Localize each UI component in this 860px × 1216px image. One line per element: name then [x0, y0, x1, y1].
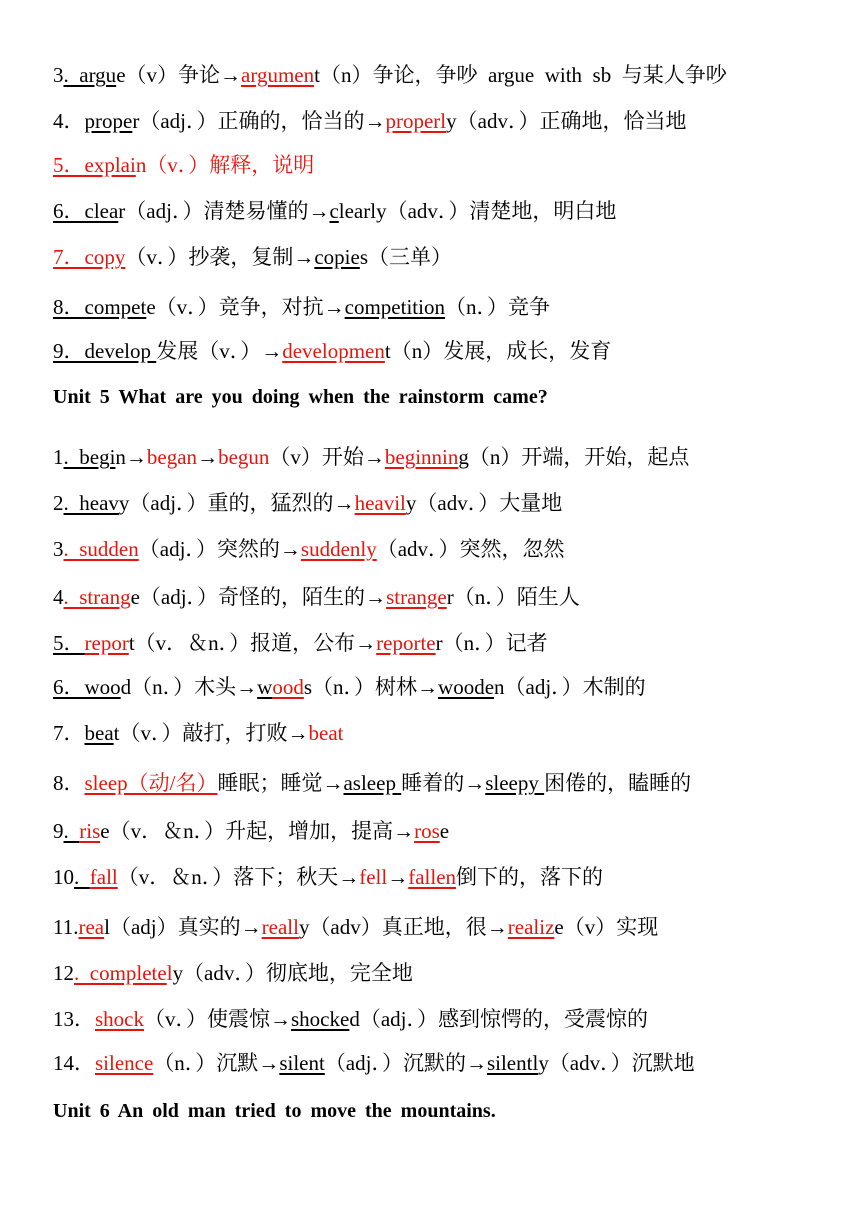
vocab-text-segment: learly（adv．）清楚地，明白地	[338, 199, 617, 223]
vocab-text-segment: sleepy	[485, 771, 545, 795]
vocab-line	[53, 536, 840, 562]
vocab-text-segment: 发展（v．）→	[156, 339, 283, 363]
vocab-text-segment: begun	[218, 445, 270, 469]
vocab-text-segment: woode	[438, 675, 495, 699]
vocab-text-segment: g（n）开端，开始，起点	[458, 445, 690, 469]
vocab-line	[53, 770, 840, 796]
vocab-text-segment: strange	[386, 585, 447, 609]
vocab-text-segment: . strang	[63, 585, 131, 609]
vocab-text-segment: y（adv．）沉默地	[538, 1051, 695, 1075]
vocab-text-segment: beat	[308, 721, 344, 745]
vocab-text-segment: silentl	[486, 1051, 539, 1075]
vocab-text-segment: n（v．）解释，说明	[135, 153, 315, 177]
vocab-text-segment: r（adj．）清楚易懂的→	[118, 199, 330, 223]
vocab-text-segment: （adj．）沉默的→	[324, 1051, 487, 1075]
vocab-text-segment: 2	[53, 491, 64, 515]
vocab-text-segment: （adj．）突然的→	[138, 537, 301, 561]
vocab-text-segment: l	[166, 961, 173, 985]
vocab-text-segment: y（adv．）彻底地，完全地	[172, 961, 413, 985]
vocab-text-segment: reall	[261, 915, 299, 939]
vocab-text-segment: argumen	[241, 63, 315, 87]
vocab-text-segment: y（adv）真正地，很→	[298, 915, 508, 939]
vocab-text-segment: fallen	[408, 865, 457, 889]
vocab-text-segment: fell	[359, 865, 388, 889]
vocab-text-segment: 困倦的，瞌睡的	[544, 771, 692, 795]
vocab-text-segment: properl	[385, 109, 447, 133]
vocab-text-segment: w	[257, 675, 273, 699]
vocab-text-segment: e（v）实现	[554, 915, 659, 939]
vocab-text-segment: 倒下的，落下的	[456, 865, 604, 889]
vocab-text-segment: 5．	[53, 631, 85, 655]
vocab-line	[53, 1006, 840, 1032]
vocab-text-segment: heavil	[354, 491, 406, 515]
vocab-text-segment: fall	[89, 865, 118, 889]
vocab-text-segment: prope	[84, 109, 133, 133]
vocab-text-segment: . complete	[74, 961, 167, 985]
vocab-text-segment: s（三单）	[359, 245, 452, 269]
vocab-text-segment: reporte	[376, 631, 436, 655]
vocab-text-segment: y（adv．）正确地，恰当地	[446, 109, 687, 133]
vocab-text-segment: .	[63, 819, 80, 843]
vocab-text-segment: n（adj．）木制的	[494, 675, 646, 699]
vocab-text-segment: r（adj．）正确的，恰当的→	[132, 109, 386, 133]
vocab-line	[53, 584, 840, 610]
vocab-text-segment: repor	[84, 631, 129, 655]
vocab-text-segment: t（v．）敲打，打败→	[113, 721, 309, 745]
vocab-text-segment: 8．compet	[53, 295, 147, 319]
vocab-text-segment: →	[197, 445, 219, 469]
vocab-text-segment: 10	[53, 865, 74, 889]
vocab-text-segment: developmen	[282, 339, 385, 363]
vocab-text-segment: →	[387, 865, 409, 889]
vocab-text-segment: （n．）沉默→	[153, 1051, 280, 1075]
vocab-line	[53, 630, 840, 656]
vocab-text-segment: （v．＆n．）落下；秋天→	[117, 865, 360, 889]
vocab-text-segment: .	[74, 865, 90, 889]
vocab-text-segment: e（adj．）奇怪的，陌生的→	[130, 585, 387, 609]
vocab-text-segment: 12	[53, 961, 74, 985]
vocab-line	[53, 490, 840, 516]
vocab-text-segment: （v）开始→	[269, 445, 385, 469]
vocab-text-segment: t（v．＆n．）报道，公布→	[128, 631, 377, 655]
vocab-text-segment: d（n．）木头→	[120, 675, 258, 699]
vocab-line	[53, 244, 840, 270]
vocab-line	[53, 818, 840, 844]
vocab-line	[53, 338, 840, 364]
vocab-text-segment: t（n）发展，成长，发育	[384, 339, 612, 363]
unit5-heading: Unit 5 What are you doing when the rainstorm came?	[53, 386, 548, 408]
vocab-text-segment: shocke	[291, 1007, 350, 1031]
vocab-text-segment: e	[439, 819, 450, 843]
vocab-text-segment: s（n．）树林→	[303, 675, 439, 699]
vocab-line	[53, 960, 840, 986]
vocab-text-segment: 1	[53, 445, 64, 469]
vocab-text-segment: 8．	[53, 771, 85, 795]
vocab-text-segment: shock	[95, 1007, 144, 1031]
vocab-text-segment: asleep	[343, 771, 402, 795]
vocab-text-segment: 7．	[53, 721, 85, 745]
vocab-text-segment: 14．	[53, 1051, 95, 1075]
vocab-text-segment: rea	[78, 915, 105, 939]
vocab-text-segment: silence	[95, 1051, 154, 1075]
vocab-text-segment: . sudden	[63, 537, 139, 561]
vocab-text-segment: . begi	[63, 445, 116, 469]
vocab-text-segment: 13．	[53, 1007, 95, 1031]
vocab-line	[53, 62, 840, 88]
vocab-text-segment: bea	[84, 721, 114, 745]
vocab-text-segment: . heav	[63, 491, 119, 515]
vocab-text-segment: t（n）争论，争吵 argue with sb 与某人争吵	[314, 63, 727, 87]
vocab-text-segment: （v．）使震惊→	[144, 1007, 291, 1031]
vocab-text-segment: 11.	[53, 915, 79, 939]
vocab-text-segment: e（v．＆n．）升起，增加，提高→	[100, 819, 415, 843]
vocab-text-segment: copie	[314, 245, 360, 269]
vocab-text-segment: 4	[53, 585, 64, 609]
vocab-text-segment: 7．copy	[53, 245, 126, 269]
vocab-text-segment: 4．	[53, 109, 85, 133]
vocab-text-segment: 6．woo	[53, 675, 121, 699]
vocab-text-segment: y（adv．）大量地	[405, 491, 563, 515]
vocab-text-segment: e（v．）竞争，对抗→	[146, 295, 345, 319]
vocab-text-segment: began	[146, 445, 198, 469]
vocab-line	[53, 674, 840, 700]
vocab-text-segment: y（adj．）重的，猛烈的→	[118, 491, 355, 515]
vocab-text-segment: e（v）争论→	[116, 63, 242, 87]
vocab-line	[53, 1050, 840, 1076]
vocab-text-segment: 9．develop	[53, 339, 157, 363]
vocab-text-segment: 6．clea	[53, 199, 119, 223]
vocab-text-segment: 5．explai	[53, 153, 136, 177]
vocab-line	[53, 108, 840, 134]
vocab-line	[53, 914, 840, 940]
vocab-text-segment: 睡着的→	[401, 771, 486, 795]
vocab-text-segment: r（n．）记者	[435, 631, 548, 655]
vocab-text-segment: beginnin	[384, 445, 459, 469]
vocab-line	[53, 444, 840, 470]
vocab-line	[53, 864, 840, 890]
vocab-line	[53, 720, 840, 746]
vocab-text-segment: sleep（动/名）	[84, 771, 218, 795]
vocab-text-segment: ood	[272, 675, 304, 699]
vocab-text-segment: （n．）竞争	[444, 295, 550, 319]
vocab-text-segment: ris	[79, 819, 101, 843]
vocab-text-segment: 睡眠；睡觉→	[217, 771, 344, 795]
vocab-text-segment: d（adj．）感到惊愕的，受震惊的	[349, 1007, 648, 1031]
vocab-text-segment: l（adj）真实的→	[104, 915, 262, 939]
vocab-text-segment: . argu	[63, 63, 117, 87]
vocab-text-segment: 9	[53, 819, 64, 843]
vocab-line	[53, 152, 840, 178]
vocab-text-segment: c	[329, 199, 339, 223]
vocab-text-segment: suddenly	[300, 537, 377, 561]
vocab-line	[53, 198, 840, 224]
vocab-text-segment: silent	[279, 1051, 325, 1075]
vocab-text-segment: 3	[53, 537, 64, 561]
vocab-text-segment: competition	[344, 295, 445, 319]
vocab-line	[53, 294, 840, 320]
unit6-heading: Unit 6 An old man tried to move the mountains.	[53, 1100, 496, 1122]
vocab-text-segment: realiz	[507, 915, 555, 939]
vocab-text-segment: n→	[115, 445, 147, 469]
vocab-text-segment: （adv．）突然，忽然	[376, 537, 565, 561]
vocab-text-segment: 3	[53, 63, 64, 87]
vocab-text-segment: r（n．）陌生人	[446, 585, 580, 609]
vocab-text-segment: （v．）抄袭，复制→	[125, 245, 315, 269]
vocab-text-segment: ros	[414, 819, 440, 843]
